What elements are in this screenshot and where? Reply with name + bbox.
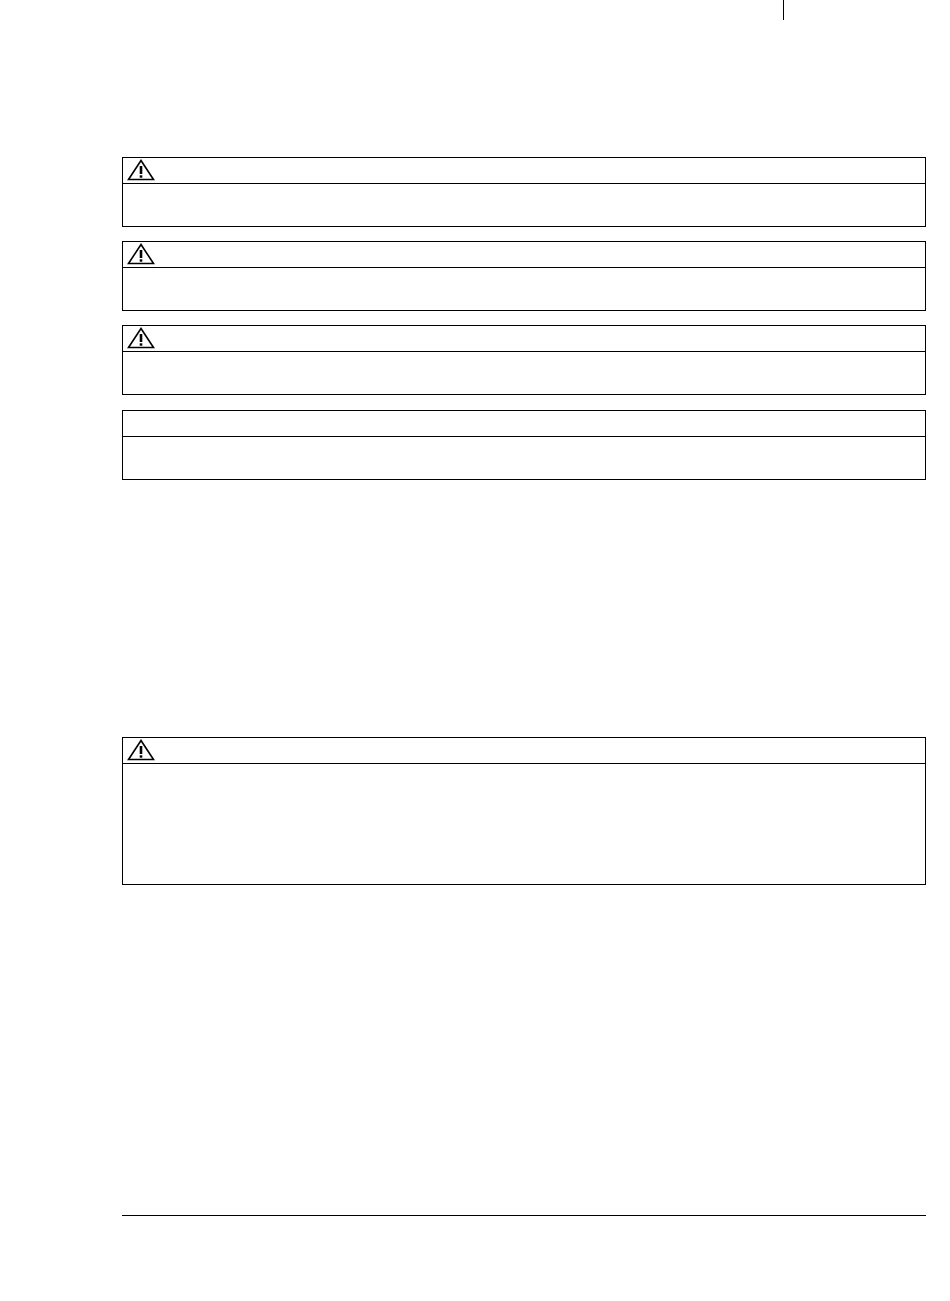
warning-triangle-icon [127, 739, 155, 761]
notice-header [123, 411, 925, 437]
notice-header [123, 326, 925, 352]
notice-header [123, 158, 925, 184]
warning-notice-3 [122, 325, 926, 395]
notice-header [123, 242, 925, 268]
warning-triangle-icon [127, 243, 155, 265]
top-right-vertical-rule [783, 0, 784, 20]
warning-triangle-icon [127, 327, 155, 349]
warning-notice-5 [122, 737, 926, 885]
warning-notice-2 [122, 241, 926, 311]
notice-header [123, 738, 925, 764]
warning-notice-1 [122, 157, 926, 227]
warning-triangle-icon [127, 159, 155, 181]
footer-rule [122, 1215, 926, 1216]
note-notice-4 [122, 410, 926, 480]
